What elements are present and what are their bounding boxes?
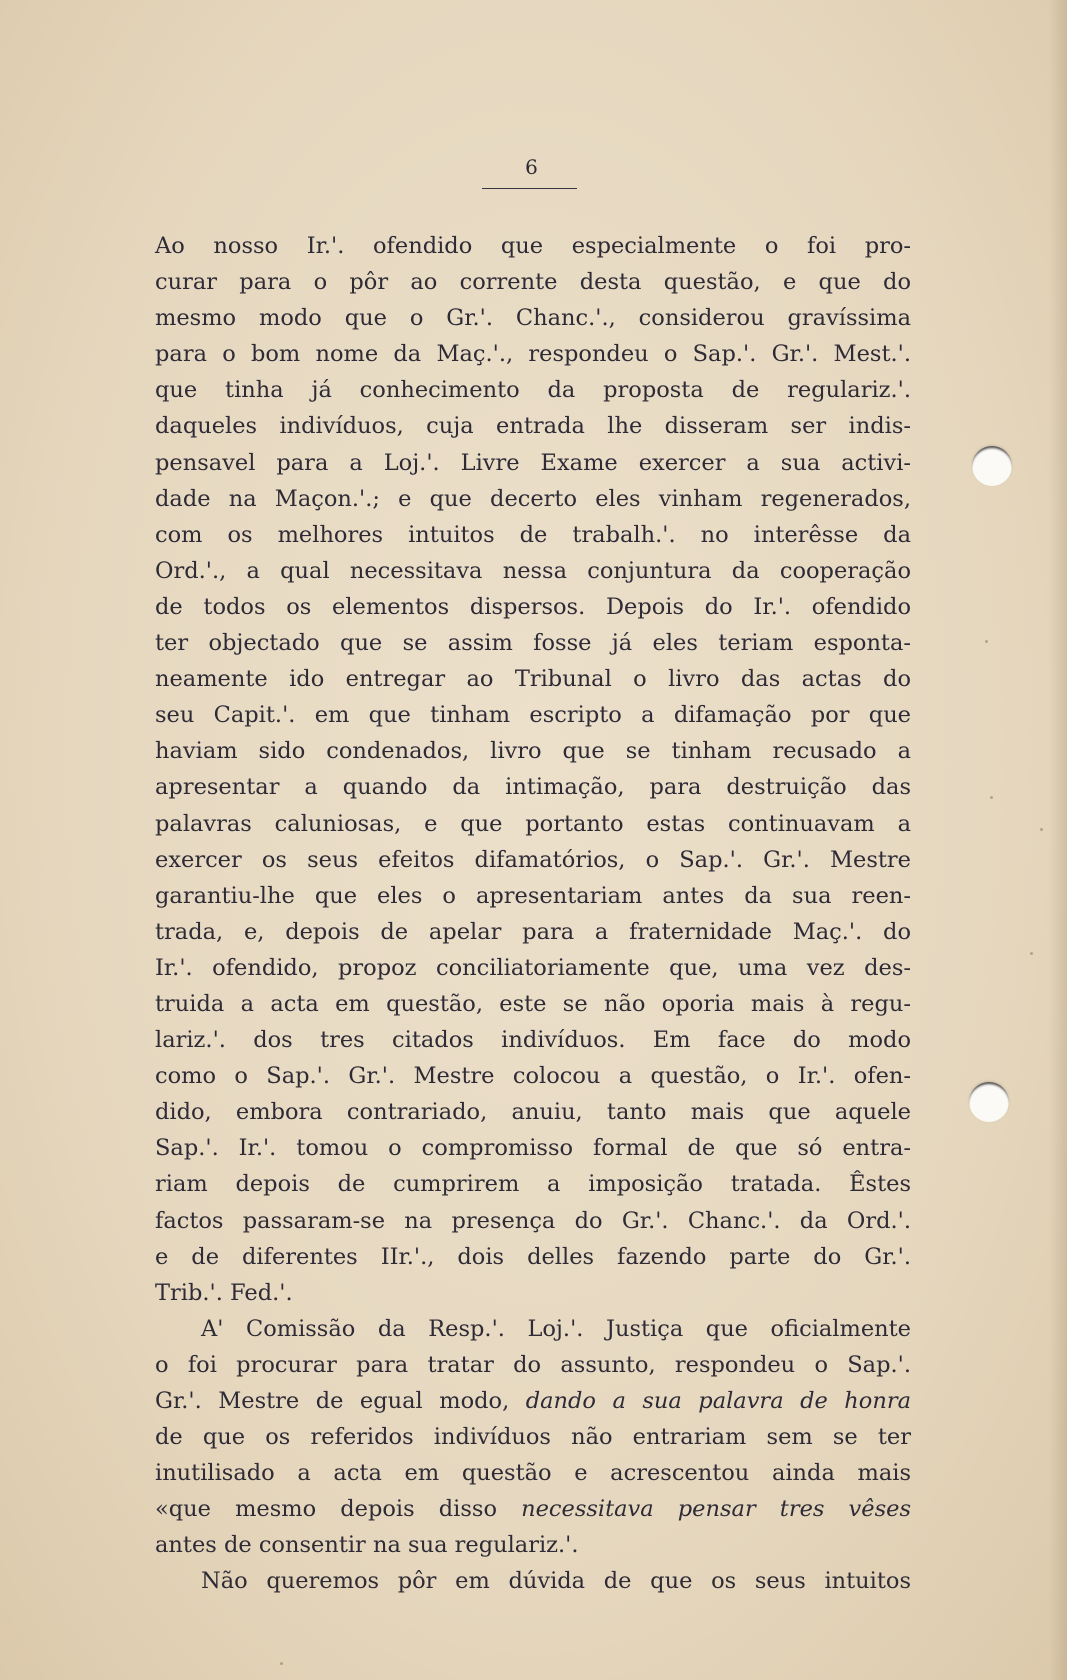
text-line: truida a acta em questão, este se não oporia mais à regu- xyxy=(155,990,911,1017)
text-line xyxy=(155,1491,911,1527)
text-line: apresentar a quando da intimação, para destruição das xyxy=(155,774,911,801)
text-line: o foi procurar para tratar do assunto, respondeu o Sap.'. xyxy=(155,1351,911,1378)
text-line: que tinha já conhecimento da proposta de regulariz.'. xyxy=(155,377,911,404)
text-line: palavras caluniosas, e que portanto estas continuavam a xyxy=(155,810,911,837)
paragraph-start-line: A' Comissão da Resp.'. Loj.'. Justiça que oficialmente xyxy=(201,1315,911,1342)
body-text xyxy=(155,228,911,1600)
text-line: Ord.'., a qual necessitava nessa conjuntura da cooperação xyxy=(155,557,911,584)
paper-speck xyxy=(985,640,988,643)
text-line: de todos os elementos dispersos. Depois do Ir.'. ofendido xyxy=(155,593,911,620)
text-line: Sap.'. Ir.'. tomou o compromisso formal de que só entra- xyxy=(155,1135,911,1162)
paper-speck xyxy=(1030,952,1033,955)
italic-text-span: dando a sua palavra de honra xyxy=(525,1388,911,1414)
binding-hole-top xyxy=(972,446,1012,486)
paragraph-start-line: Não queremos pôr em dúvida de que os seus intuitos xyxy=(201,1568,911,1595)
text-line: Trib.'. Fed.'. xyxy=(155,1279,293,1306)
italic-text-span: necessitava pensar tres vêses xyxy=(521,1496,911,1523)
text-line: garantiu-lhe que eles o apresentariam antes da sua reen- xyxy=(155,882,911,909)
paper-speck xyxy=(1040,828,1043,831)
text-line: curar para o pôr ao corrente desta questão, e que do xyxy=(155,269,911,296)
text-line: para o bom nome da Maç.'., respondeu o Sap.'. Gr.'. Mest.'. xyxy=(155,341,911,368)
page-number: 6 xyxy=(525,155,539,179)
text-line: neamente ido entregar ao Tribunal o livro das actas do xyxy=(155,666,911,693)
text-span: Gr.'. Mestre de egual modo, xyxy=(155,1388,526,1414)
paper-speck xyxy=(990,796,993,799)
text-line: ter objectado que se assim fosse já eles teriam esponta- xyxy=(155,630,911,657)
text-line: factos passaram-se na presença do Gr.'. Chanc.'. da Ord.'. xyxy=(155,1207,911,1234)
paper-speck xyxy=(280,1662,283,1665)
text-line: pensavel para a Loj.'. Livre Exame exercer a sua activi- xyxy=(155,449,911,476)
text-span: «que mesmo depois disso xyxy=(155,1496,522,1523)
text-line: lariz.'. dos tres citados indivíduos. Em face do modo xyxy=(155,1027,911,1054)
text-line xyxy=(155,1383,911,1419)
text-line: riam depois de cumprirem a imposição tratada. Êstes xyxy=(155,1171,911,1198)
text-line: antes de consentir na sua regulariz.'. xyxy=(155,1532,579,1559)
text-line: como o Sap.'. Gr.'. Mestre colocou a questão, o Ir.'. ofen- xyxy=(155,1063,911,1090)
text-line: e de diferentes IIr.'., dois delles fazendo parte do Gr.'. xyxy=(155,1243,911,1270)
binding-hole-bottom xyxy=(969,1082,1009,1122)
page-number-rule xyxy=(482,188,577,189)
text-line: de que os referidos indivíduos não entrariam sem se ter xyxy=(155,1424,911,1451)
text-line: dido, embora contrariado, anuiu, tanto mais que aquele xyxy=(155,1099,911,1126)
text-line: seu Capit.'. em que tinham escripto a difamação por que xyxy=(155,702,911,729)
text-line: exercer os seus efeitos difamatórios, o Sap.'. Gr.'. Mestre xyxy=(155,846,911,873)
text-line: daqueles indivíduos, cuja entrada lhe disseram ser indis- xyxy=(155,413,911,440)
text-line: Ao nosso Ir.'. ofendido que especialmente o foi pro- xyxy=(155,233,911,259)
text-line: haviam sido condenados, livro que se tinham recusado a xyxy=(155,738,911,765)
text-line: inutilisado a acta em questão e acrescentou ainda mais xyxy=(155,1460,911,1487)
text-line: com os melhores intuitos de trabalh.'. no interêsse da xyxy=(155,521,911,548)
text-line: dade na Maçon.'.; e que decerto eles vinham regenerados, xyxy=(155,485,911,512)
text-line: Ir.'. ofendido, propoz conciliatoriamente que, uma vez des- xyxy=(155,954,911,981)
text-line: mesmo modo que o Gr.'. Chanc.'., considerou gravíssima xyxy=(155,305,911,332)
page-edge-shadow xyxy=(1049,0,1067,1680)
text-line: trada, e, depois de apelar para a fraternidade Maç.'. do xyxy=(155,918,911,945)
